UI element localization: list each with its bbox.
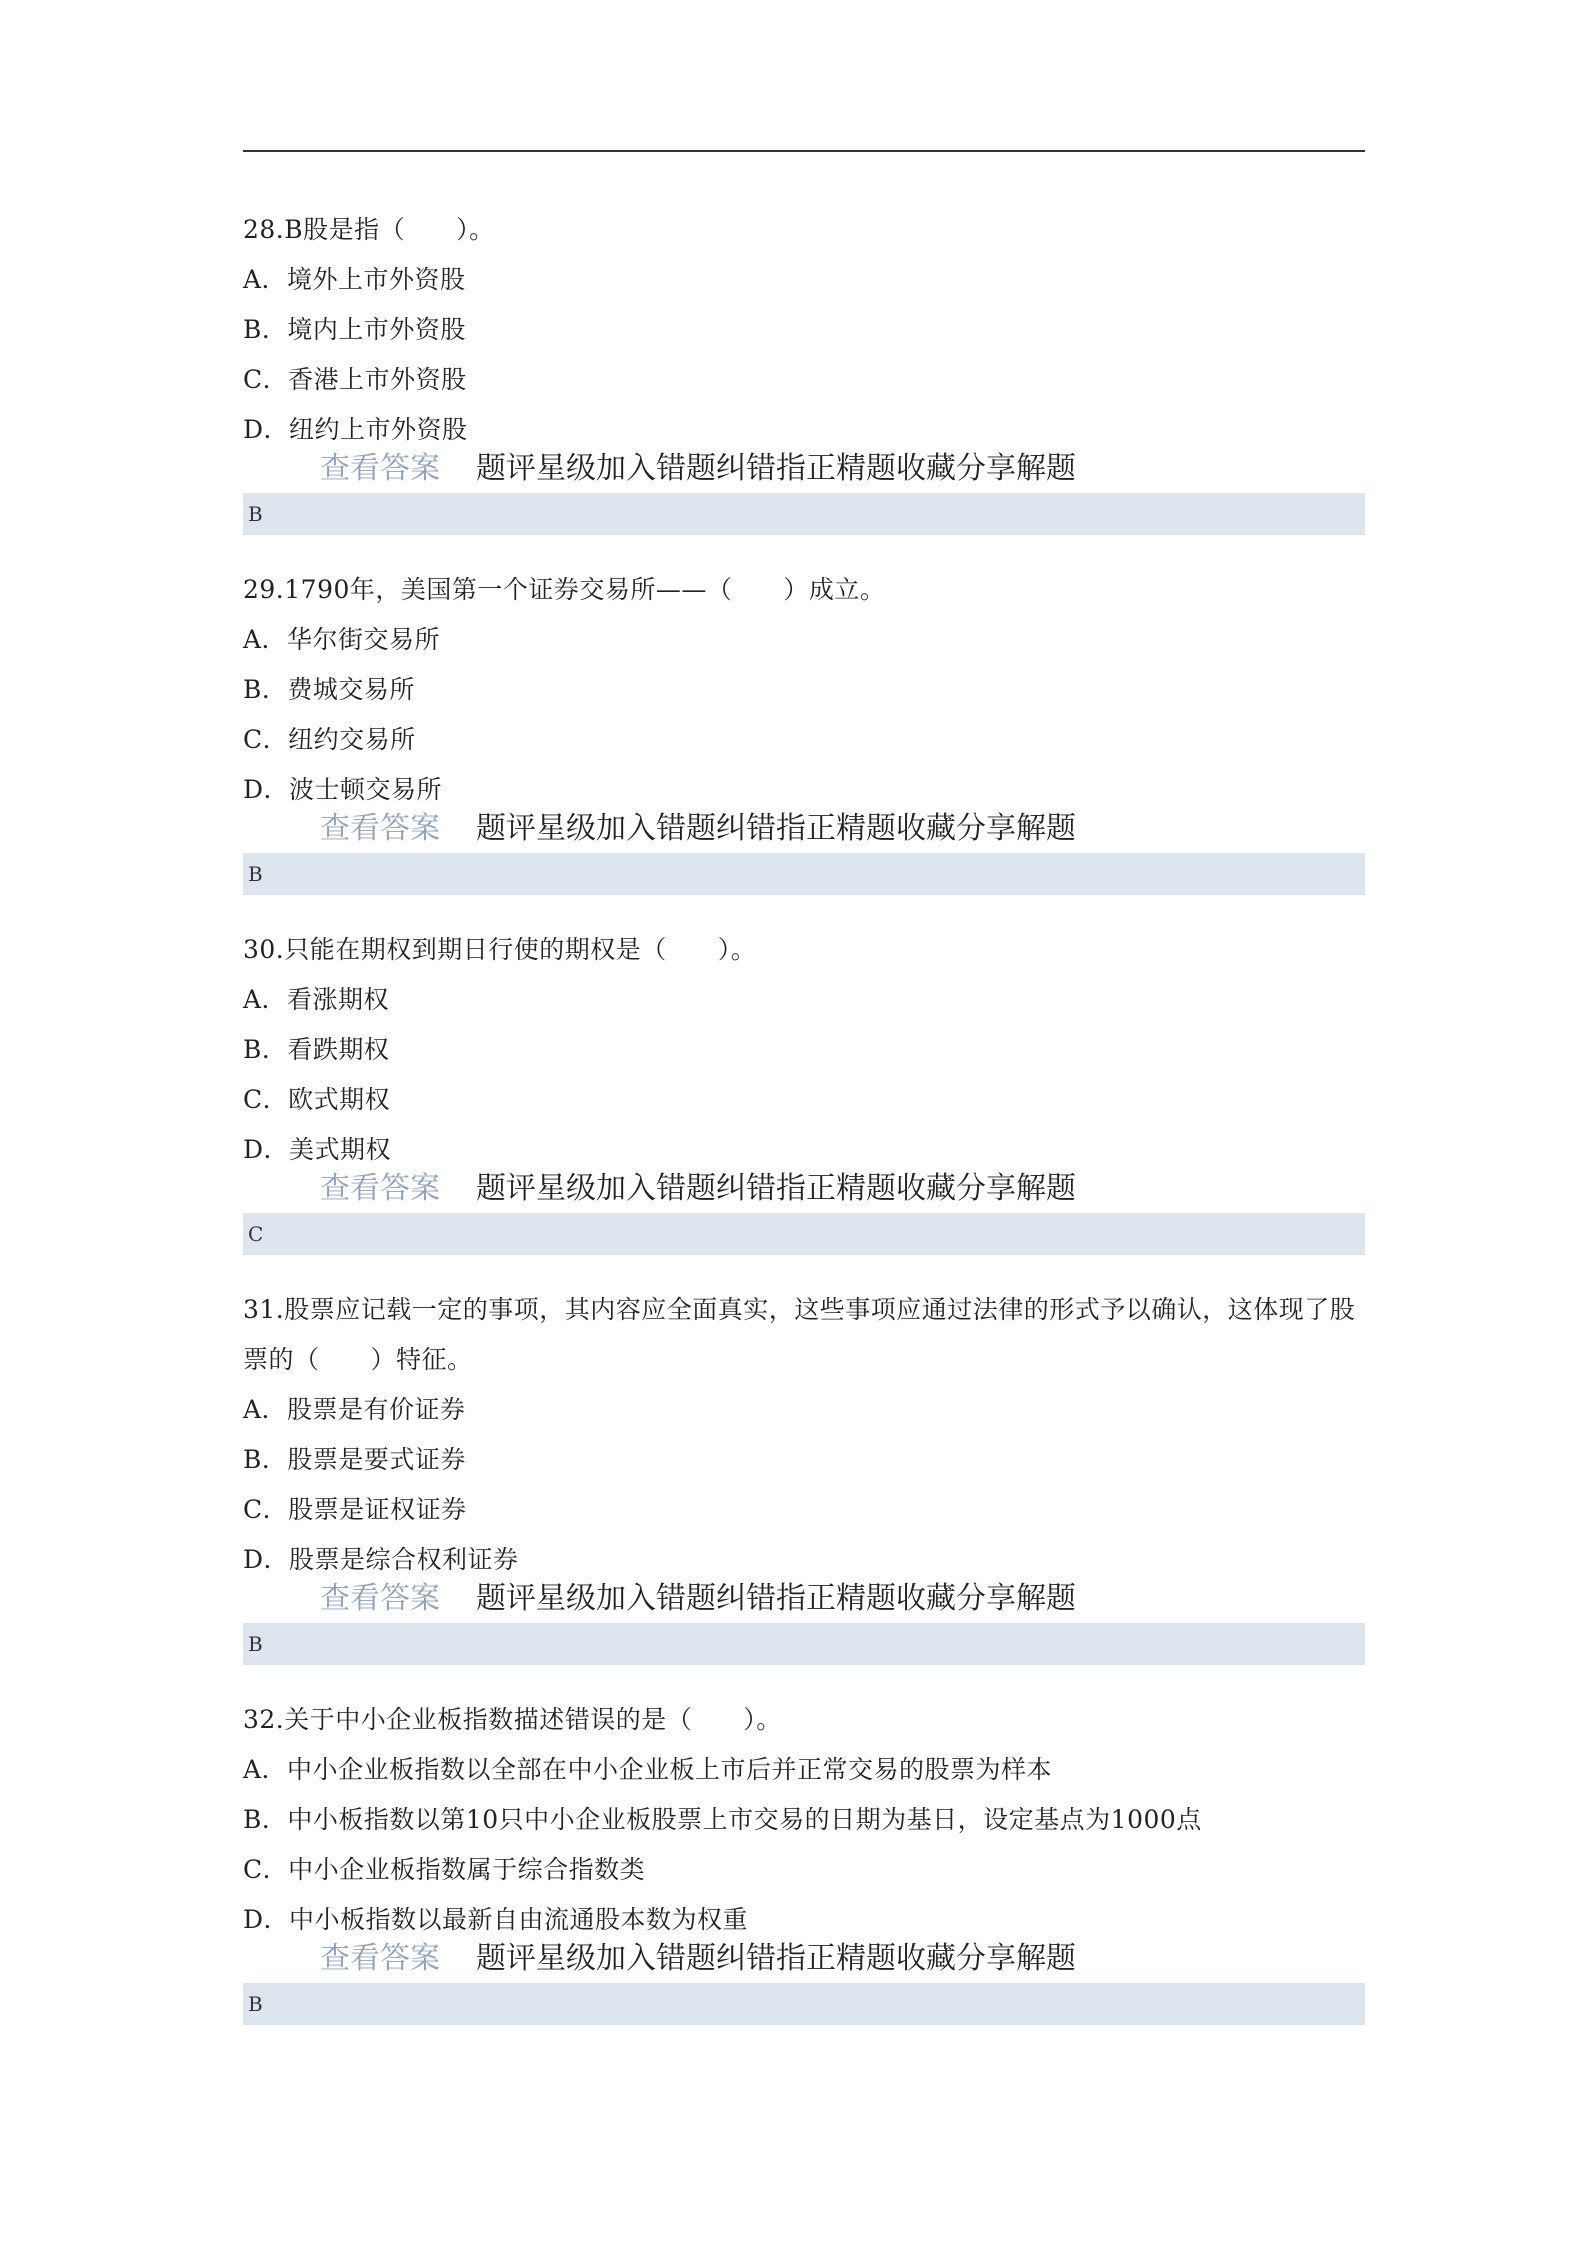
- solution-link[interactable]: 解题: [1016, 451, 1076, 486]
- star-rating-link[interactable]: 星级: [536, 1581, 596, 1616]
- report-error-link[interactable]: 纠错: [716, 1581, 776, 1616]
- add-wrong-question-link[interactable]: 加入错题: [596, 1941, 716, 1976]
- option-c: C．纽约交易所: [243, 725, 416, 754]
- report-error-link[interactable]: 纠错: [716, 1171, 776, 1206]
- solution-link[interactable]: 解题: [1016, 1171, 1076, 1206]
- view-answer-link[interactable]: 查看答案: [320, 451, 440, 486]
- option-d: D．波士顿交易所: [243, 775, 443, 804]
- share-link[interactable]: 分享: [956, 1941, 1016, 1976]
- question-31: [243, 1285, 1365, 1665]
- correction-link[interactable]: 指正: [776, 451, 836, 486]
- add-wrong-question-link[interactable]: 加入错题: [596, 811, 716, 846]
- action-row: [243, 1169, 1365, 1209]
- answer-bar: B: [243, 1983, 1365, 2025]
- share-link[interactable]: 分享: [956, 1171, 1016, 1206]
- rate-question-link[interactable]: 题评: [476, 1171, 536, 1206]
- favorite-link[interactable]: 精题收藏: [836, 1581, 956, 1616]
- question-text: 30.只能在期权到期日行使的期权是（ ）。: [243, 935, 757, 964]
- answer-bar: B: [243, 1623, 1365, 1665]
- rate-question-link[interactable]: 题评: [476, 451, 536, 486]
- favorite-link[interactable]: 精题收藏: [836, 1171, 956, 1206]
- option-c: C．香港上市外资股: [243, 365, 467, 394]
- option-d: D．美式期权: [243, 1135, 392, 1164]
- question-30: [243, 925, 1365, 1255]
- action-row: [243, 1939, 1365, 1979]
- question-text: 32.关于中小企业板指数描述错误的是（ ）。: [243, 1705, 782, 1734]
- star-rating-link[interactable]: 星级: [536, 1941, 596, 1976]
- option-b: B．费城交易所: [243, 675, 415, 704]
- option-b: B．看跌期权: [243, 1035, 390, 1064]
- action-row: [243, 1579, 1365, 1619]
- correction-link[interactable]: 指正: [776, 1171, 836, 1206]
- action-row: [243, 809, 1365, 849]
- question-29: [243, 565, 1365, 895]
- rate-question-link[interactable]: 题评: [476, 1581, 536, 1616]
- question-32: [243, 1695, 1365, 2025]
- option-b: B．中小板指数以第10只中小企业板股票上市交易的日期为基日，设定基点为1000点: [243, 1805, 1202, 1834]
- add-wrong-question-link[interactable]: 加入错题: [596, 451, 716, 486]
- report-error-link[interactable]: 纠错: [716, 451, 776, 486]
- star-rating-link[interactable]: 星级: [536, 451, 596, 486]
- favorite-link[interactable]: 精题收藏: [836, 451, 956, 486]
- favorite-link[interactable]: 精题收藏: [836, 811, 956, 846]
- share-link[interactable]: 分享: [956, 1581, 1016, 1616]
- option-d: D．中小板指数以最新自由流通股本数为权重: [243, 1905, 749, 1934]
- rate-question-link[interactable]: 题评: [476, 1941, 536, 1976]
- answer-bar: C: [243, 1213, 1365, 1255]
- correction-link[interactable]: 指正: [776, 1941, 836, 1976]
- header-rule: [243, 150, 1365, 152]
- report-error-link[interactable]: 纠错: [716, 811, 776, 846]
- view-answer-link[interactable]: 查看答案: [320, 1941, 440, 1976]
- answer-bar: B: [243, 853, 1365, 895]
- option-c: C．欧式期权: [243, 1085, 391, 1114]
- option-a: A．看涨期权: [243, 985, 390, 1014]
- star-rating-link[interactable]: 星级: [536, 1171, 596, 1206]
- correction-link[interactable]: 指正: [776, 1581, 836, 1616]
- solution-link[interactable]: 解题: [1016, 1941, 1076, 1976]
- question-text: 31.股票应记载一定的事项，其内容应全面真实，这些事项应通过法律的形式予以确认，这体现了股票的（ ）特征。: [243, 1295, 1356, 1374]
- question-list: [243, 205, 1365, 2055]
- correction-link[interactable]: 指正: [776, 811, 836, 846]
- solution-link[interactable]: 解题: [1016, 1581, 1076, 1616]
- favorite-link[interactable]: 精题收藏: [836, 1941, 956, 1976]
- answer-bar: B: [243, 493, 1365, 535]
- option-d: D．股票是综合权利证券: [243, 1545, 519, 1574]
- option-a: A．中小企业板指数以全部在中小企业板上市后并正常交易的股票为样本: [243, 1755, 1053, 1784]
- report-error-link[interactable]: 纠错: [716, 1941, 776, 1976]
- view-answer-link[interactable]: 查看答案: [320, 1581, 440, 1616]
- add-wrong-question-link[interactable]: 加入错题: [596, 1581, 716, 1616]
- view-answer-link[interactable]: 查看答案: [320, 811, 440, 846]
- option-a: A．境外上市外资股: [243, 265, 466, 294]
- option-b: B．股票是要式证券: [243, 1445, 466, 1474]
- option-a: A．华尔街交易所: [243, 625, 441, 654]
- question-text: 28.B股是指（ ）。: [243, 215, 495, 244]
- rate-question-link[interactable]: 题评: [476, 811, 536, 846]
- option-b: B．境内上市外资股: [243, 315, 466, 344]
- question-28: [243, 205, 1365, 535]
- option-a: A．股票是有价证券: [243, 1395, 466, 1424]
- option-d: D．纽约上市外资股: [243, 415, 468, 444]
- star-rating-link[interactable]: 星级: [536, 811, 596, 846]
- option-c: C．股票是证权证券: [243, 1495, 467, 1524]
- share-link[interactable]: 分享: [956, 811, 1016, 846]
- question-text: 29.1790年，美国第一个证券交易所——（ ）成立。: [243, 575, 886, 604]
- solution-link[interactable]: 解题: [1016, 811, 1076, 846]
- add-wrong-question-link[interactable]: 加入错题: [596, 1171, 716, 1206]
- action-row: [243, 449, 1365, 489]
- view-answer-link[interactable]: 查看答案: [320, 1171, 440, 1206]
- option-c: C．中小企业板指数属于综合指数类: [243, 1855, 646, 1884]
- share-link[interactable]: 分享: [956, 451, 1016, 486]
